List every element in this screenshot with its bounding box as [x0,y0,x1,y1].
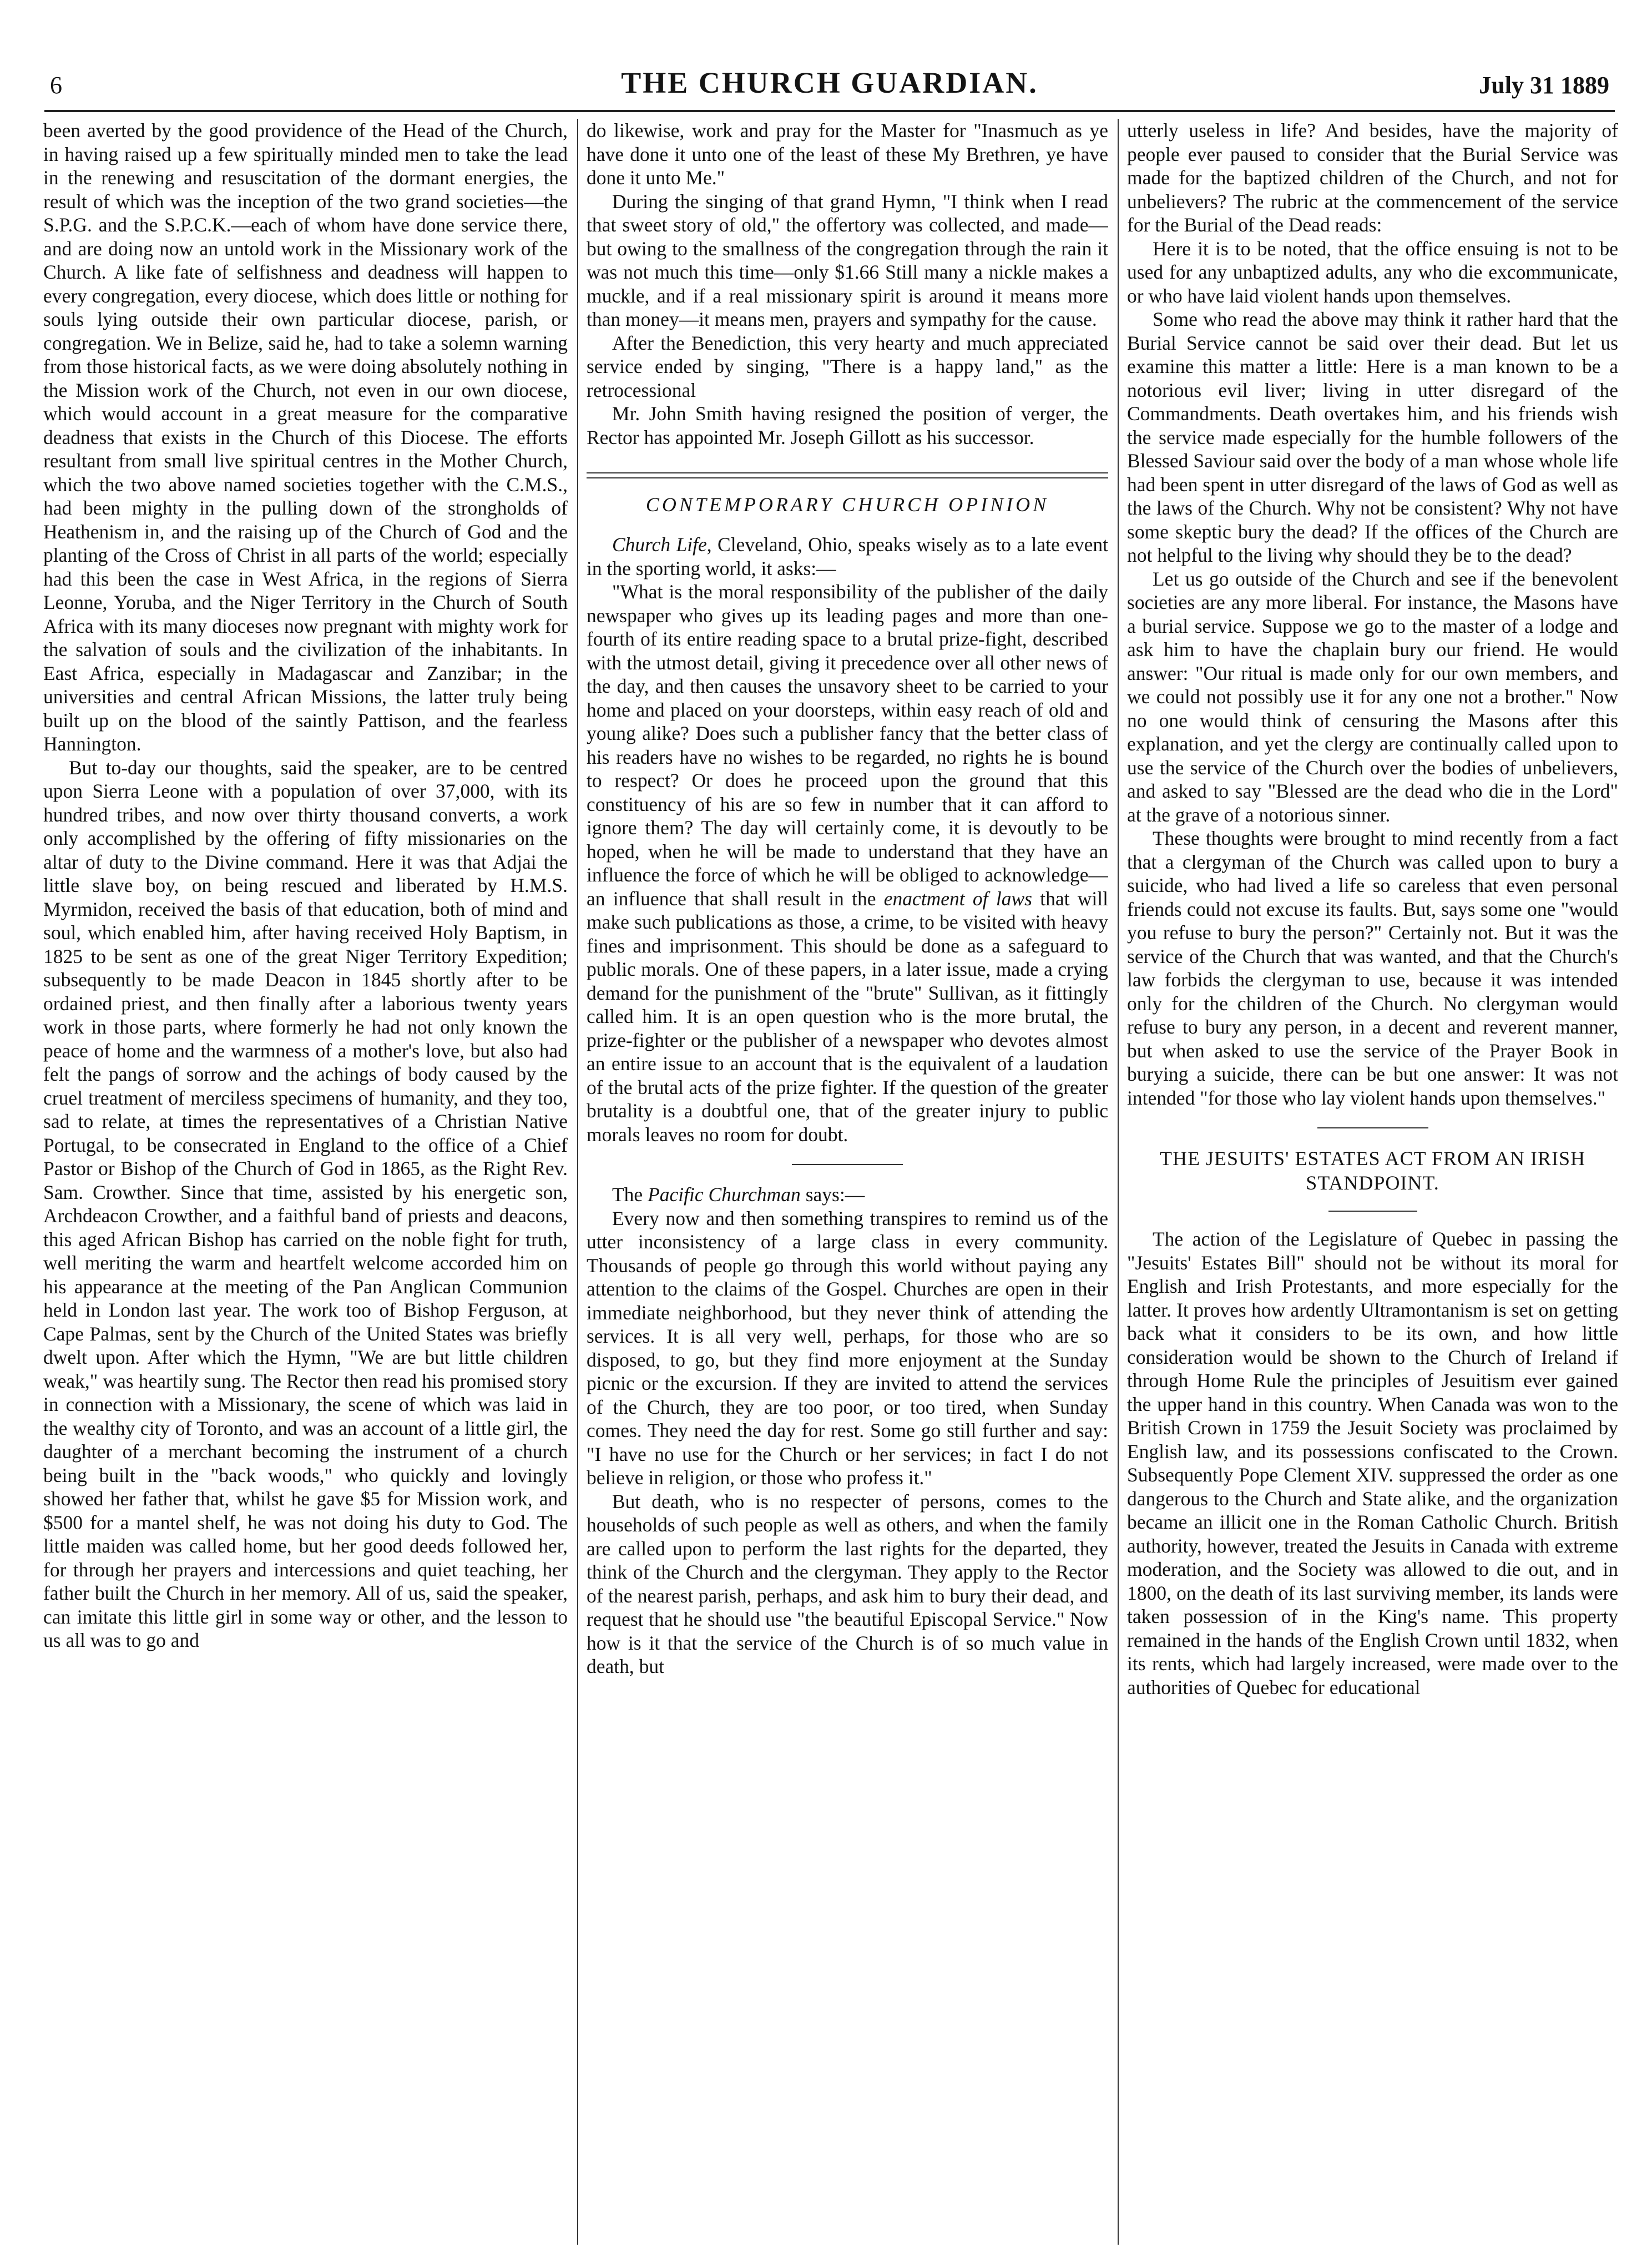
source-name: Pacific Churchman [648,1183,801,1206]
section-rule [587,472,1108,478]
separator-rule [1317,1127,1428,1128]
article-paragraph: During the singing of that grand Hymn, "I think when I read that sweet story of old," the offertory was collected, and made—but owing to the smallness of the congregation through the rain it was not much this time—only $1.66 Still many a nickle makes a muckle, and if a real missionary spirit is around it means more than money—it means men, prayers and sympathy for the cause. [587,190,1108,330]
article-paragraph: do likewise, work and pray for the Master for "Inasmuch as ye have done it unto one of the least of these My Brethren, ye have done it unto Me." [587,119,1108,189]
article-paragraph: But to-day our thoughts, said the speaker, are to be centred upon Sierra Leone with a population of over 37,000, with its hundred tribes, and now over thirty thousand converts, a work only accomplished by the offering of fifty missionaries on the altar of duty to the Divine command. Here it was that Adjai the little slave boy, on being rescued and liberated by H.M.S. Myrmidon, received the basis of that education, both of mind and soul, which enabled him, after having received Holy Baptism, in 1825 to be sent as one of the great Niger Territory Expedition; subsequently to be made Deacon in 1845 shortly after to be ordained priest, and then finally after a laborious twenty years work in those parts, where formerly he had not only known the peace of home and the warmness of a mother's love, but also had felt the pangs of sorrow and the achings of body caused by the cruel treatment of merciless specimens of humanity, and they too, sad to relate, at times the representatives of a Christian Native Portugal, to be consecrated in England to the office of a Chief Pastor or Bishop of the Church of God in 1865, as the Right Rev. Sam. Crowther. Since that time, assisted by his energetic son, Archdeacon Crowther, and a faithful band of priests and deacons, this aged African Bishop has carried on the noble fight for truth, well meriting the warm and heartfelt welcome accorded him on his appearance at the meeting of the Pan Anglican Communion held in London last year. The work too of Bishop Ferguson, at Cape Palmas, sent by the Church of the United States was briefly dwelt upon. After which the Hymn, "We are but little children weak," was heartily sung. The Rector then read his promised story in connection with a Missionary, the scene of which was laid in the wealthy city of Toronto, and was an account of a little girl, the daughter of a merchant becoming the instrument of a church being built in the "back woods," who quickly and lovingly showed her father that, whilst he gave $5 for Mission work, and $500 for a mantel shelf, he was not doing his duty to God. The little maiden was called home, but her good deeds followed her, for through her prayers and intercessions and quiet teaching, her father built the Church in her memory. All of us, said the speaker, can imitate this little girl in some way or other, and the lesson to us all was to go and [43,756,568,1651]
article-paragraph: Mr. John Smith having resigned the position of verger, the Rector has appointed Mr. Joseph Gillott as his successor. [587,402,1108,448]
section-heading: CONTEMPORARY CHURCH OPINION [645,493,1049,516]
article-paragraph: utterly useless in life? And besides, have the majority of people ever paused to consider that the Burial Service was made for the baptized children of the Church, and not for unbelievers? The rubric at the commencement of the service for the Burial of the Dead reads: [1127,119,1618,236]
quoted-paragraph: "What is the moral responsibility of the publisher of the daily newspaper who gives up its leading pages and more than one-fourth of its entire reading space to a brutal prize-fight, described with the utmost detail, giving it precedence over all other news of the day, and then causes the unsavory sheet to be carried to your home and placed on your doorsteps, within easy reach of old and young alike? Does such a publisher fancy that the better class of his readers have no wishes to be regarded, no rights he is bound to respect? Or does he proceed upon the ground that this constituency of his are so few in number that it can afford to ignore them? The day will certainly come, it is devoutly to be hoped, when he will be made to understand that they have an influence the force of which he will be obliged to acknowledge—an influence that shall result in the enactment of laws that will make such publications as those, a crime, to be visited with heavy fines and imprisonment. This should be done as a safeguard to public morals. One of these papers, in a later issue, made a crying demand for the punishment of the "brute" Sullivan, as it fittingly called him. It is an open question who is the more brutal, the prize-fighter or the publisher of a newspaper who devotes almost an entire issue to an account that is the equivalent of a laudation of the brutal acts of the prize fighter. If the question of the greater brutality is a doubtful one, that of the greater injury to public morals leaves no room for doubt. [587,581,1108,1146]
article-paragraph: been averted by the good providence of the Head of the Church, in having raised up a few spiritually minded men to take the lead in the renewing and resuscitation of the dormant energies, the result of which was the inception of the two grand societies—the S.P.G. and the S.P.C.K.—each of whom have done service there, and are doing now an untold work in the Missionary work of the Church. A like fate of selfishness and deadness will happen to every congregation, every diocese, which does little or nothing for souls lying outside their own particular diocese, parish, or congregation. We in Belize, said he, had to take a solemn warning from those historical facts, as we were doing absolutely nothing in the Mission work of the Church, not even in our own diocese, which would account in a great measure for the comparative deadness that exists in the Church of this Diocese. The efforts resultant from small live spiritual centres in the Mother Church, which the two above named societies together with the C.M.S., had been mighty in the pulling down of the strongholds of Heathenism in, and the raising up of the Church of God and the planting of the Cross of Christ in all parts of the world; especially had this been the case in West Africa, in the regions of Sierra Leonne, Yoruba, and the Niger Territory in the Church of South Africa with its many dioceses now pregnant with mighty work for the salvation of souls and the civilization of the inhabitants. In East Africa, especially in Madagascar and Zanzibar; in the universities and central African Missions, the latter truly being built up on the blood of the saintly Pattison, and the fearless Hannington. [43,119,568,755]
column-divider [1118,119,1119,2245]
separator-rule [1328,1211,1417,1212]
quoted-paragraph: But death, who is no respecter of persons, comes to the households of such people as well as others, and when the family are called upon to perform the last rights for the departed, they think of the Church and the clergyman. They apply to the Rector of the nearest parish, perhaps, and ask him to bury their dead, and request that he should use "the beautiful Episcopal Service." Now how is it that the service of the Church is of so much value in death, but [587,1490,1108,1677]
column-3 [1127,119,1618,2245]
article-paragraph: These thoughts were brought to mind recently from a fact that a clergyman of the Church was called upon to bury a suicide, who had lived a life so careless that even personal friends could not excuse its faults. But, says some one "would you refuse to bury the person?" Certainly not. But it was the service of the Church that was wanted, and that the Church's law forbids the clergyman to use, because it was intended only for the children of the Church. No clergyman would refuse to bury any person, in a decent and reverent manner, but when asked to use the service of the Prayer Book in burying a suicide, there can be but one answer: It was not intended "for those who lay violent hands upon themselves." [1127,827,1618,1109]
article-paragraph: Some who read the above may think it rather hard that the Burial Service cannot be said over their dead. But let us examine this matter a little: Here is a man known to be a notorious evil liver; living in utter disregard of the Commandments. Death overtakes him, and his friends wish the service made especially for the humble followers of the Blessed Saviour said over the body of a man whose whole life had been spent in utter disregard of the laws of God as well as the laws of the Church. Why not be consistent? Why not have some skeptic bury the dead? If the offices of the Church are not helpful to the living why should they be to the dead? [1127,308,1618,566]
quoted-paragraph: Every now and then something transpires to remind us of the utter inconsistency of a large class in every community. Thousands of people go through this world without paying any attention to the claims of the Gospel. Churches are open in their immediate neighborhood, but they never think of attending the services. It is all very well, perhaps, for those who are so disposed, to go, but they find more enjoyment at the Sunday picnic or the excursion. If they are invited to attend the services of the Church, they are too poor, or too tired, when Sunday comes. They need the day for rest. Some go still further and say: "I have no use for the Church or her services; in fact I do not believe in religion, or those who profess it." [587,1207,1108,1489]
intro-paragraph: The Pacific Churchman says:— [612,1183,865,1206]
source-name: Church Life [612,533,707,556]
article-paragraph: Here it is to be noted, that the office ensuing is not to be used for any unbaptized adults, any who die excommunicate, or who have laid violent hands upon themselves. [1127,237,1618,307]
article-paragraph: The action of the Legislature of Quebec in passing the "Jesuits' Estates Bill" should not be without its moral for English and Irish Protestants, and more especially for the latter. It proves how ardently Ultramontanism is set on getting back what it considers to be its own, and how little consideration would be shown to the Church of Ireland if through Home Rule the principles of Jesuitism ever gained the upper hand in this country. When Canada was won to the British Crown in 1759 the Jesuit Society was proclaimed by English law, and its possessions confiscated to the Crown. Subsequently Pope Clement XIV. suppressed the order as one dangerous to the Church and State alike, and the organization became an illicit one in the Roman Catholic Church. British authority, however, treated the Jesuits in Canada with extreme moderation, and the Society was allowed to die out, and in 1800, on the death of its last surviving member, its lands were taken possession of in the King's name. This property remained in the hands of the English Crown until 1832, when its rents, which had largely increased, were made over to the authorities of Quebec for educational [1127,1228,1618,1698]
page-number: 6 [50,72,62,99]
intro-paragraph: Church Life, Cleveland, Ohio, speaks wisely as to a late event in the sporting world, it asks:— [587,533,1108,579]
separator-rule [792,1164,903,1165]
column-1 [43,119,568,2245]
header-rule [44,110,1615,112]
column-2 [587,119,1108,2245]
issue-date: July 31 1889 [1479,72,1609,99]
paper-title: THE CHURCH GUARDIAN. [621,66,1038,99]
article-paragraph: Let us go outside of the Church and see if the benevolent societies are any more liberal. For instance, the Masons have a burial service. Suppose we go to the master of a lodge and ask him to have the chaplain bury our friend. He would answer: "Our ritual is made only for our own members, and we could not possibly use it for any one not a brother." Now no one would think of censuring the Masons after this explanation, and yet the clergy are continually called upon to use the service of the Church over the bodies of unbelievers, and asked to say "Blessed are the dead who die in the Lord" at the grave of a notorious sinner. [1127,567,1618,826]
column-divider [577,119,578,2245]
masthead [44,61,1615,105]
article-paragraph: After the Benediction, this very hearty and much appreciated service ended by singing, "There is a happy land," as the retrocessional [587,331,1108,401]
emphasis: enactment of laws [883,887,1032,910]
section-heading: THE JESUITS' ESTATES ACT FROM AN IRISH STANDPOINT. [1159,1147,1586,1194]
